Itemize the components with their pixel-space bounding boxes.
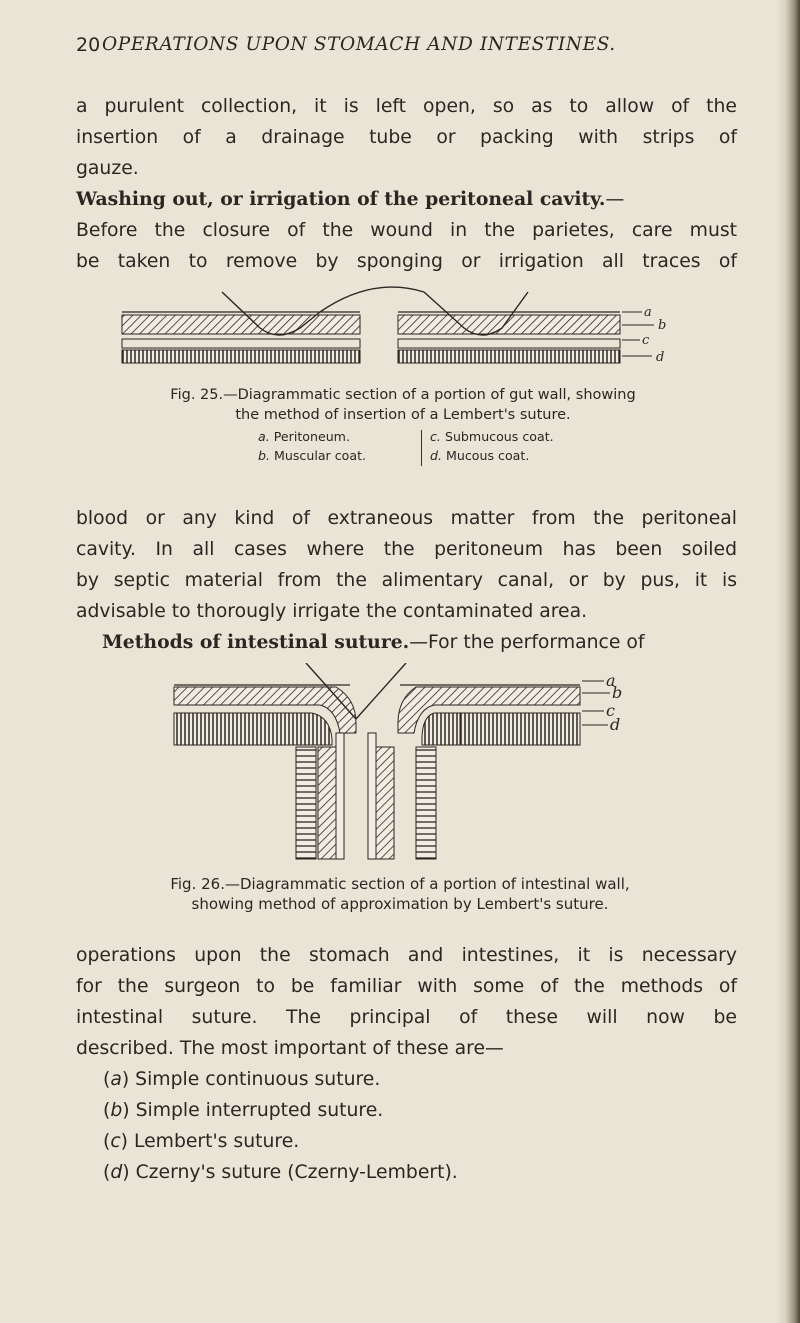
section-heading-line bbox=[76, 184, 737, 215]
caption-line: showing method of approximation by Lembert's suture. bbox=[191, 895, 609, 913]
text-line: a purulent collection, it is left open, so as to allow of the bbox=[76, 96, 737, 117]
page-number: 20 bbox=[76, 34, 101, 56]
legend-item bbox=[258, 427, 366, 446]
text-line: for the surgeon to be familiar with some of the methods of bbox=[76, 976, 737, 997]
fig26-label-b: b bbox=[612, 683, 623, 702]
text-line: insertion of a drainage tube or packing with strips of bbox=[76, 127, 737, 148]
legend-divider bbox=[421, 430, 422, 466]
list-letter: b bbox=[110, 1100, 123, 1121]
running-title: OPERATIONS UPON STOMACH AND INTESTINES. bbox=[102, 34, 616, 55]
figure-25-diagram bbox=[110, 278, 720, 376]
text-line: intestinal suture. The principal of these will now be bbox=[76, 1007, 737, 1028]
legend-item bbox=[430, 446, 554, 465]
fig26-label-d: d bbox=[610, 715, 621, 734]
figure-26-diagram bbox=[160, 663, 640, 863]
fig25-label-c: c bbox=[642, 333, 650, 348]
list-item: (b) Simple interrupted suture. bbox=[103, 1100, 384, 1121]
text-line: gauze. bbox=[76, 158, 139, 179]
heading-dash: — bbox=[605, 189, 625, 210]
text-line: Before the closure of the wound in the parietes, care must bbox=[76, 220, 737, 241]
caption-line: the method of insertion of a Lembert's suture. bbox=[235, 407, 571, 423]
text-line: be taken to remove by sponging or irrigation all traces of bbox=[76, 251, 737, 272]
list-text: Simple interrupted suture. bbox=[135, 1100, 384, 1121]
figure-25-legend-right bbox=[430, 427, 554, 465]
text-line: blood or any kind of extraneous matter from the peritoneal bbox=[76, 508, 737, 529]
paragraph-1 bbox=[76, 91, 737, 184]
figure-26-caption bbox=[110, 874, 690, 914]
text-line: by septic material from the alimentary canal, or by pus, it is bbox=[76, 570, 737, 591]
legend-key: a. bbox=[258, 429, 270, 444]
legend-key: d. bbox=[430, 448, 442, 463]
text-line: operations upon the stomach and intestines, it is necessary bbox=[76, 945, 737, 966]
list-letter: d bbox=[110, 1162, 123, 1183]
legend-item bbox=[430, 427, 554, 446]
list-text: Lembert's suture. bbox=[133, 1131, 300, 1152]
text-line: advisable to thorougly irrigate the contaminated area. bbox=[76, 601, 588, 622]
fig25-label-b: b bbox=[658, 318, 667, 333]
list-letter: a bbox=[110, 1069, 122, 1090]
fig26-label-c: c bbox=[606, 701, 615, 720]
list-text: Czerny's suture (Czerny-Lembert). bbox=[135, 1162, 458, 1183]
paragraph-2 bbox=[76, 503, 737, 658]
intestine-wall-right bbox=[398, 685, 580, 745]
text-line: cavity. In all cases where the peritoneum has been soiled bbox=[76, 539, 737, 560]
legend-key: b. bbox=[258, 448, 270, 463]
caption-line: Fig. 25.—Diagrammatic section of a portion of gut wall, showing bbox=[170, 387, 636, 403]
section-heading-line bbox=[76, 627, 737, 658]
list-letter: c bbox=[110, 1131, 121, 1152]
legend-text: Mucous coat. bbox=[446, 448, 530, 463]
fig25-label-d: d bbox=[656, 350, 665, 365]
fig26-label-a: a bbox=[606, 671, 616, 690]
list-text: Simple continuous suture. bbox=[135, 1069, 381, 1090]
section-washing-out bbox=[76, 184, 737, 277]
list-item: (d) Czerny's suture (Czerny-Lembert). bbox=[103, 1162, 458, 1183]
gut-wall-right bbox=[398, 312, 620, 363]
page-header bbox=[64, 34, 734, 64]
paragraph-3 bbox=[76, 940, 737, 1064]
page-edge-shadow bbox=[776, 0, 800, 1323]
fig25-label-a: a bbox=[644, 305, 652, 320]
figure-25-caption bbox=[113, 385, 693, 425]
suture-methods-list bbox=[103, 1064, 458, 1188]
legend-key: c. bbox=[430, 429, 441, 444]
section-heading: Methods of intestinal suture. bbox=[102, 631, 410, 653]
list-item: (c) Lembert's suture. bbox=[103, 1131, 300, 1152]
figure-25-legend-left bbox=[258, 427, 366, 465]
text-line: described. The most important of these are— bbox=[76, 1038, 504, 1059]
caption-line: Fig. 26.—Diagrammatic section of a portion of intestinal wall, bbox=[170, 875, 630, 893]
heading-continuation: —For the performance of bbox=[409, 632, 645, 653]
legend-text: Submucous coat. bbox=[444, 429, 554, 444]
legend-text: Muscular coat. bbox=[274, 448, 367, 463]
intestine-wall-left bbox=[174, 685, 356, 745]
section-heading: Washing out, or irrigation of the peritoneal cavity. bbox=[76, 188, 606, 210]
legend-text: Peritoneum. bbox=[273, 429, 350, 444]
legend-item bbox=[258, 446, 366, 465]
infolded-wall-columns bbox=[296, 733, 436, 859]
list-item: (a) Simple continuous suture. bbox=[103, 1069, 381, 1090]
gut-wall-left bbox=[122, 312, 360, 363]
